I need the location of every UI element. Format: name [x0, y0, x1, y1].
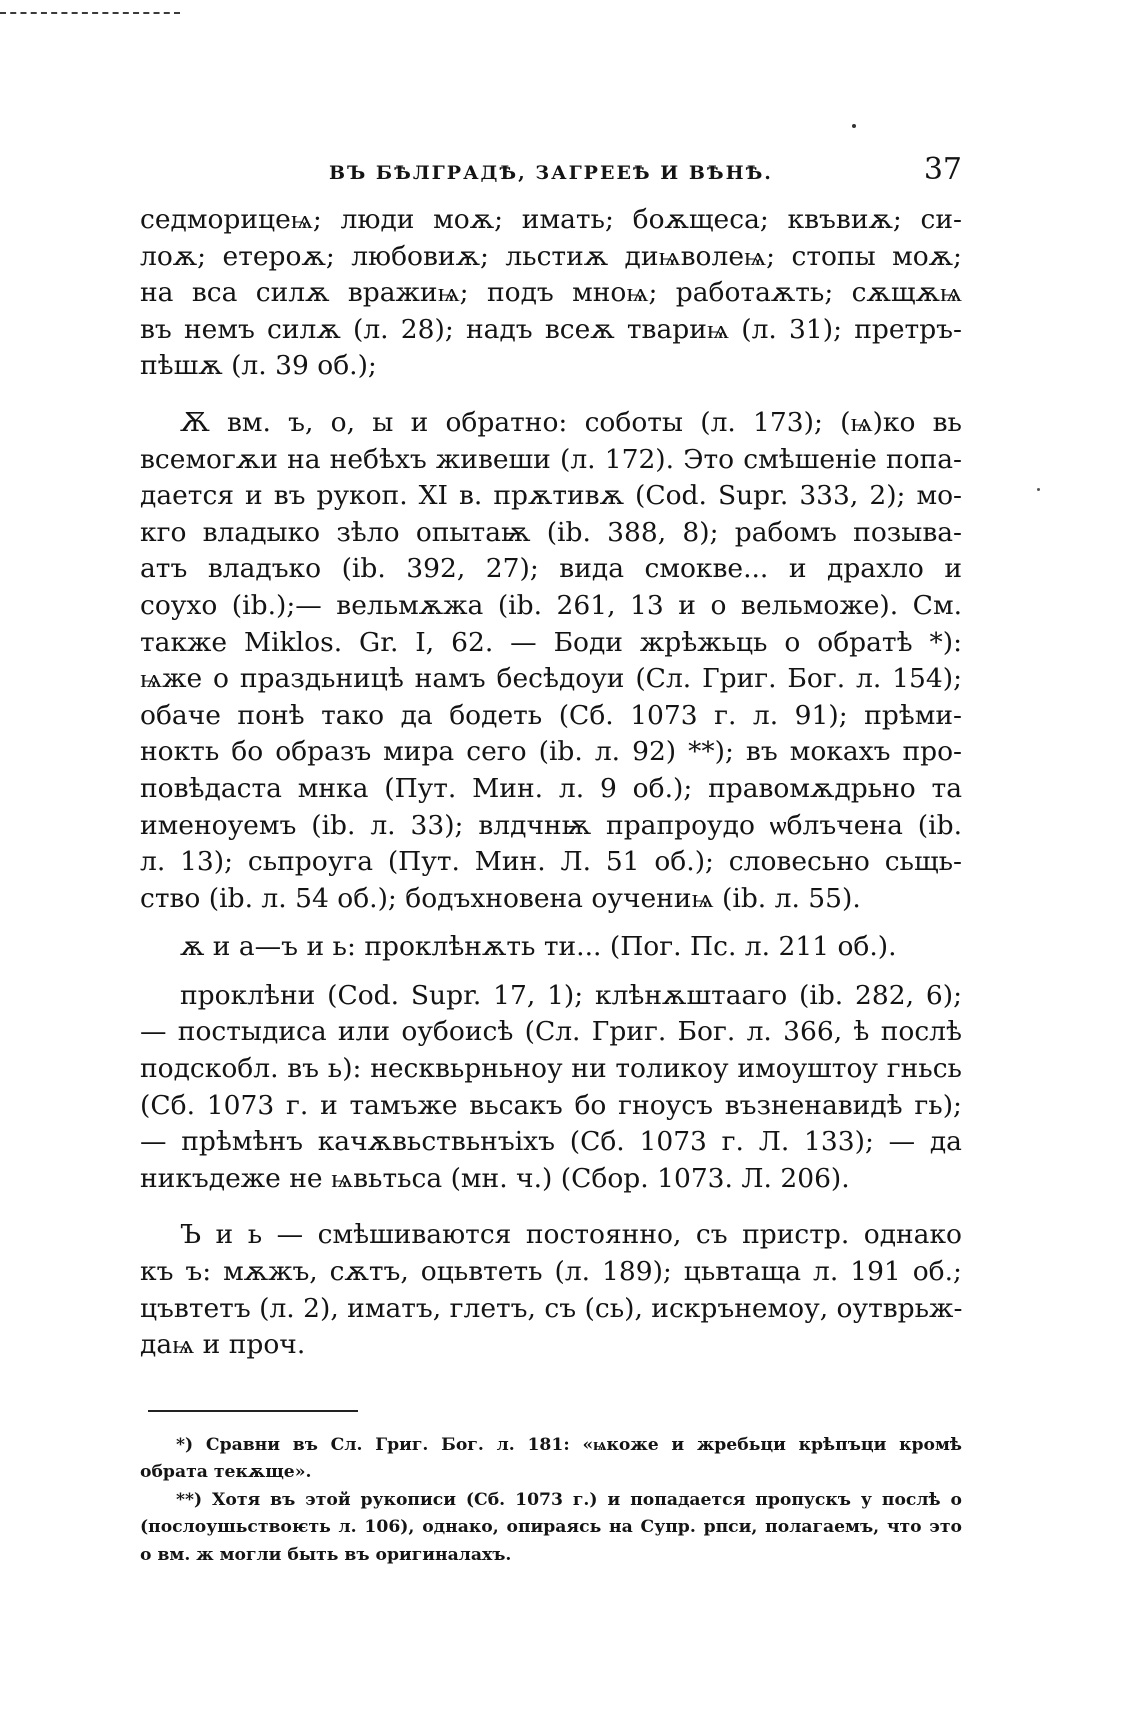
text-line: въ немъ силѫ (л. 28); надъ всеѫ твариѩ (л. 31); претръ- — [140, 313, 962, 345]
text-line: ство (ib. л. 54 об.); бодъхновена оучениѩ (ib. л. 55). — [140, 882, 861, 914]
top-edge-rule — [0, 12, 180, 14]
paragraph — [140, 405, 962, 917]
text-line: — постыдиса или оубоисѣ (Сл. Григ. Бог. л. 366, ѣ послѣ — [140, 1016, 962, 1048]
book-page — [140, 150, 962, 1569]
paragraph — [140, 978, 962, 1198]
text-line: повѣдаста мнка (Пут. Мин. л. 9 об.); правомѫдрьно та — [140, 772, 962, 804]
running-title: ВЪ БѢЛГРАДѢ, ЗАГРЕЕѢ И ВѢНѢ. — [329, 162, 773, 184]
footnote-line: *) Сравни въ Сл. Григ. Бог. л. 181: «ѩкоже и жребьци крѣпъци кромѣ — [176, 1434, 962, 1455]
text-line: ѫ и а—ъ и ь: проклѣнѫть ти... (Пог. Пс. л. 211 об.). — [180, 931, 897, 963]
text-line: Ъ и ь — смѣшиваются постоянно, съ пристр. однако — [180, 1219, 962, 1251]
paragraph-gap — [140, 1197, 962, 1217]
text-line: всемогѫи на небѣхъ живеши (л. 172). Это смѣшеніе попа- — [140, 443, 962, 475]
footnote-line: о вм. ж могли быть въ оригиналахъ. — [140, 1544, 512, 1565]
text-line: соухо (ib.);— вельмѫжа (ib. 261, 13 и о вельможе). См. — [140, 589, 962, 621]
footnote — [140, 1432, 962, 1487]
paragraph — [140, 202, 962, 385]
footnotes — [140, 1432, 962, 1570]
text-line: именоуемъ (ib. л. 33); влдчнѭ прапроудо ѡблъчена (ib. — [140, 809, 962, 841]
text-line: никъдеже не ѩвьтьса (мн. ч.) (Сбор. 1073. Л. 206). — [140, 1162, 850, 1194]
text-line: къ ъ: мѫжъ, сѫтъ, оцьвтеть (л. 189); цьвтаща л. 191 об.; — [140, 1256, 962, 1288]
paragraph-gap — [140, 966, 962, 978]
text-line: ѩже о праздьницѣ намъ бесѣдоуи (Сл. Григ. Бог. л. 154); — [140, 663, 962, 695]
text-line: проклѣни (Cod. Supr. 17, 1); клѣнѫштааго (ib. 282, 6); — [180, 979, 962, 1011]
footnote — [140, 1487, 962, 1570]
text-line: седморицеѩ; люди моѫ; имать; боѫщеса; квъвиѫ; си- — [140, 204, 962, 235]
paragraph-gap — [140, 917, 962, 929]
text-line: подскобл. въ ь): несквьрньноу ни толикоу имоуштоу гньсь — [140, 1053, 962, 1085]
page-number: 37 — [923, 152, 962, 187]
footnote-line: **) Хотя въ этой рукописи (Сб. 1073 г.) и попадается пропускъ у послѣ о — [176, 1489, 962, 1510]
text-line: даѩ и проч. — [140, 1329, 306, 1361]
body-text — [140, 202, 962, 1364]
paragraph — [140, 1217, 962, 1363]
text-line: обаче понѣ тако да бодеть (Сб. 1073 г. л. 91); прѣми- — [140, 699, 962, 731]
text-line: л. 13); сьпроуга (Пут. Мин. Л. 51 об.); словесьно сьщь- — [140, 846, 962, 878]
footnote-line: (послоушьствоѥть л. 106), однако, опираясь на Супр. рпси, полагаемъ, что это — [140, 1517, 962, 1538]
print-speck — [1037, 488, 1040, 491]
paragraph — [140, 929, 962, 966]
text-line: на вса силѫ вражиѩ; подъ мноѩ; работаѫть; сѫщѫѩ — [140, 277, 962, 309]
text-line: дается и въ рукоп. XI в. прѫтивѫ (Cod. Supr. 333, 2); мо- — [140, 480, 962, 512]
text-line: также Miklos. Gr. I, 62. — Боди жрѣжьць о обратѣ *): — [140, 626, 962, 658]
running-head — [140, 150, 962, 200]
text-line: Ѫ вм. ъ, о, ы и обратно: соботы (л. 173); (ѩ)ко вь — [180, 406, 962, 438]
footnote-line: обрата текѫще». — [140, 1462, 312, 1483]
text-line: — прѣмѣнъ качѫвьствьнъіхъ (Сб. 1073 г. Л. 133); — да — [140, 1126, 962, 1158]
text-line: (Сб. 1073 г. и тамъже вьсакъ бо гноусъ възненавидѣ гь); — [140, 1089, 962, 1121]
print-speck — [852, 124, 856, 128]
text-line: кго владыко зѣло опытаѭ (ib. 388, 8); рабомъ позыва- — [140, 516, 962, 548]
paragraph-gap — [140, 385, 962, 405]
text-line: цъвтетъ (л. 2), иматъ, глетъ, съ (сь), искрънемоу, оутврьж- — [140, 1292, 963, 1324]
text-line: нокть бо образъ мира сего (ib. л. 92) **); въ мокахъ про- — [140, 736, 962, 768]
text-line: пѣшѫ (л. 39 об.); — [140, 350, 377, 382]
text-line: лоѫ; етероѫ; любовиѫ; льстиѫ диѩволеѩ; стопы моѫ; — [140, 240, 962, 272]
text-line: атъ владъко (ib. 392, 27); вида смокве... и драхло и — [140, 553, 962, 585]
footnote-separator — [148, 1410, 358, 1412]
